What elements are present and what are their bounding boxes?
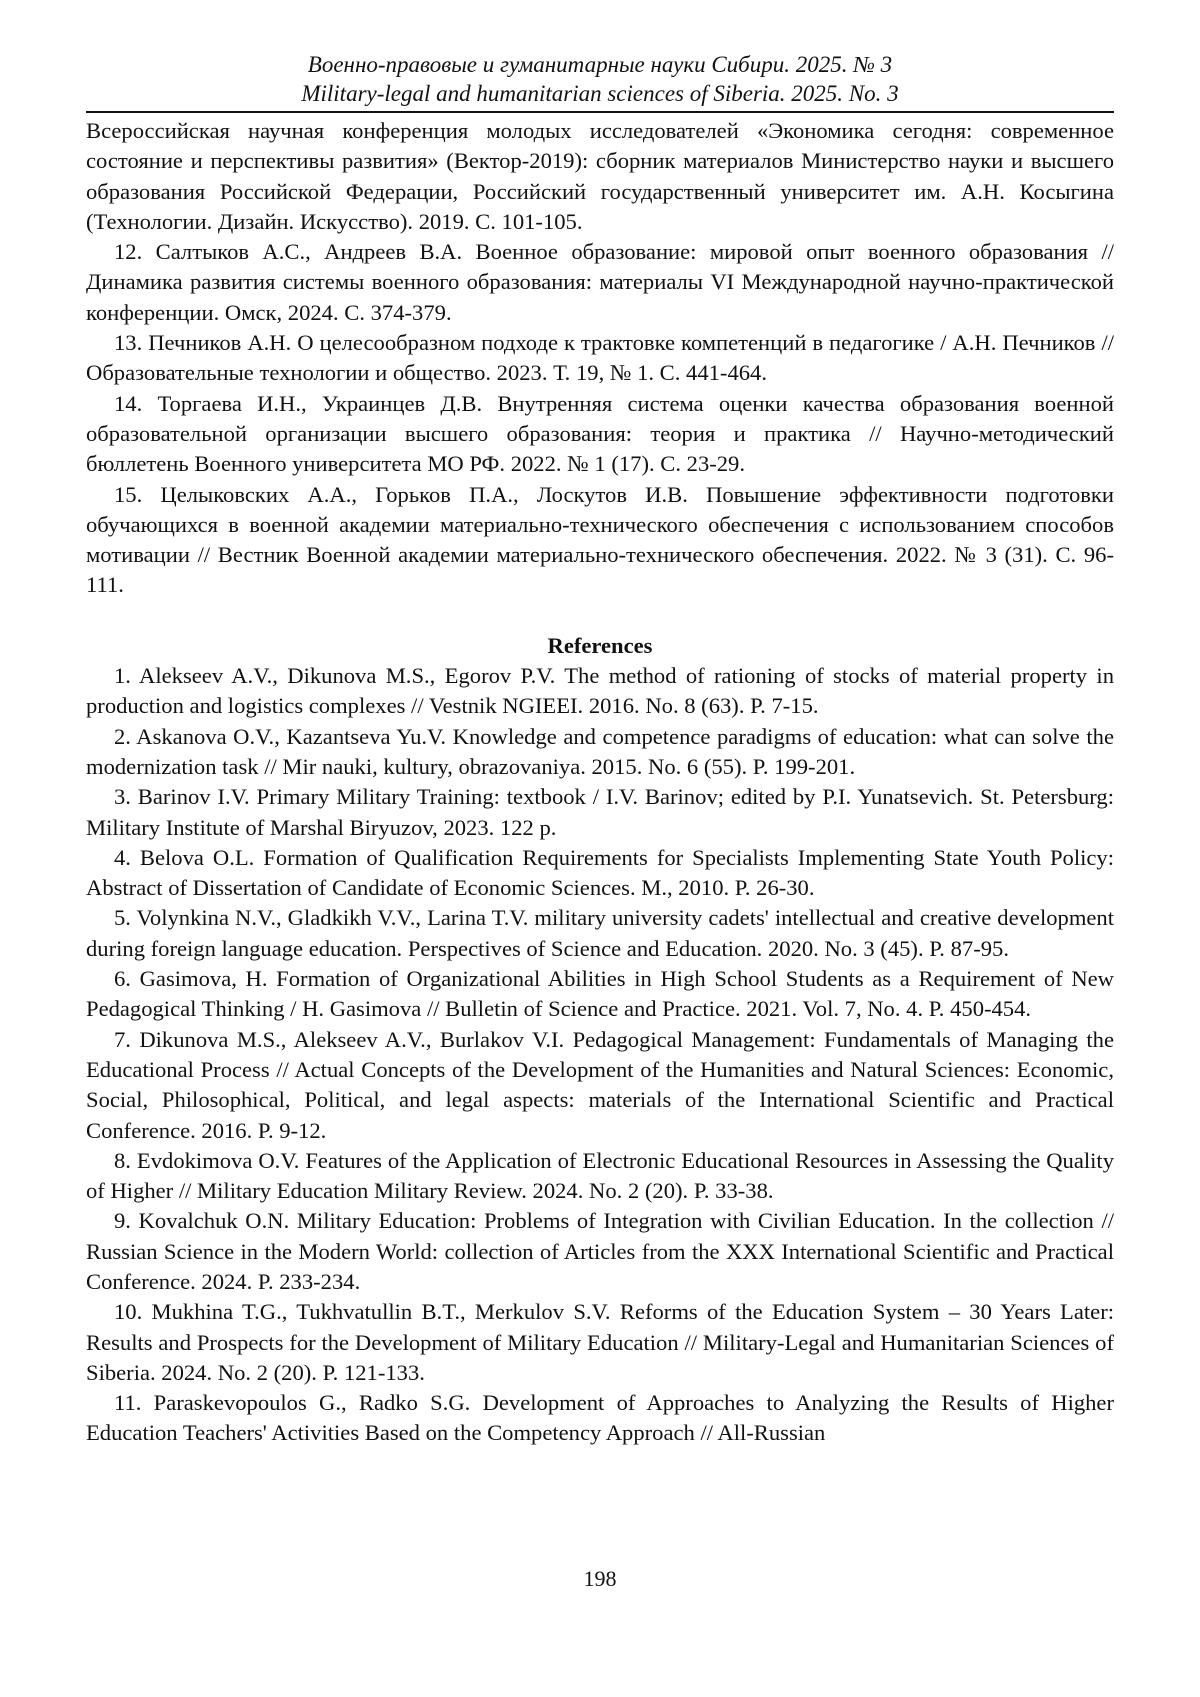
english-reference-list [86, 661, 1114, 1449]
reference-item: 3. Barinov I.V. Primary Military Training: textbook / I.V. Barinov; edited by P.I. Yunatsevich. St. Petersburg: Military Institute of Marshal Biryuzov, 2023. 122 p. [86, 784, 1114, 840]
reference-item: 13. Печников А.Н. О целесообразном подходе к трактовке компетенций в педагогике / А.Н. Печников // Образовательные технологии и общество. 2023. Т. 19, № 1. С. 441-464. [86, 330, 1114, 386]
reference-item: 12. Салтыков А.С., Андреев В.А. Военное образование: мировой опыт военного образования // Динамика развития системы военного образования: материалы VI Международной научно-практической конференции. Омск, 2024. С. 374-379. [86, 239, 1114, 325]
page-body [86, 116, 1114, 1449]
reference-item: 6. Gasimova, H. Formation of Organizational Abilities in High School Students as a Requirement of New Pedagogical Thinking / H. Gasimova // Bulletin of Science and Practice. 2021. Vol. 7, No. 4. P. 450-454. [86, 966, 1114, 1022]
continued-reference: Всероссийская научная конференция молодых исследователей «Экономика сегодня: современное состояние и перспективы развития» (Вектор-2019): сборник материалов Министерство науки и высшего образования Российской Федерации, Российский государственный университет им. А.Н. Косыгина (Технологии. Дизайн. Искусство). 2019. С. 101-105. [86, 118, 1114, 234]
reference-item: 7. Dikunova M.S., Alekseev A.V., Burlakov V.I. Pedagogical Management: Fundamentals of Managing the Educational Process // Actual Concepts of the Development of the Humanities and Natural Sciences: Economic, Social, Philosophical, Political, and legal aspects: materials of the International Scientific and Practical Conference. 2016. P. 9-12. [86, 1026, 1114, 1143]
russian-reference-list [86, 237, 1114, 601]
reference-item: 2. Askanova O.V., Kazantseva Yu.V. Knowledge and competence paradigms of education: what can solve the modernization task // Mir nauki, kultury, obrazovaniya. 2015. No. 6 (55). P. 199-201. [86, 723, 1114, 779]
reference-item: 10. Mukhina T.G., Tukhvatullin B.T., Merkulov S.V. Reforms of the Education System – 30 Years Later: Results and Prospects for the Development of Military Education // Military-Legal and Humanitarian Sciences of Siberia. 2024. No. 2 (20). P. 121-133. [86, 1299, 1114, 1385]
page-number: 198 [583, 1566, 617, 1591]
reference-item: 11. Paraskevopoulos G., Radko S.G. Development of Approaches to Analyzing the Results of Higher Education Teachers' Activities Based on the Competency Approach // All-Russian [86, 1390, 1114, 1446]
reference-item: 8. Evdokimova O.V. Features of the Application of Electronic Educational Resources in Assessing the Quality of Higher // Military Education Military Review. 2024. No. 2 (20). P. 33-38. [86, 1147, 1114, 1204]
reference-item: 1. Alekseev A.V., Dikunova M.S., Egorov P.V. The method of rationing of stocks of material property in production and logistics complexes // Vestnik NGIEEI. 2016. No. 8 (63). P. 7-15. [86, 663, 1114, 719]
reference-item: 14. Торгаева И.Н., Украинцев Д.В. Внутренняя система оценки качества образования военной образовательной организации высшего образования: теория и практика // Научно-методический бюллетень Военного университета МО РФ. 2022. № 1 (17). С. 23-29. [86, 390, 1114, 477]
reference-item: 9. Kovalchuk O.N. Military Education: Problems of Integration with Civilian Education. In the collection // Russian Science in the Modern World: collection of Articles from the XXX International Scientific and Practical Conference. 2024. P. 233-234. [86, 1208, 1114, 1294]
header-title-en: Military-legal and humanitarian sciences of Siberia. 2025. No. 3 [301, 81, 899, 106]
references-heading: References [547, 632, 653, 658]
reference-item: 15. Целыковских А.А., Горьков П.А., Лоскутов И.В. Повышение эффективности подготовки обучающихся в военной академии материально-технического обеспечения с использованием способов мотивации // Вестник Военной академии материально-технического обеспечения. 2022. № 3 (31). С. 96-111. [86, 481, 1114, 598]
reference-item: 5. Volynkina N.V., Gladkikh V.V., Larina T.V. military university cadets' intellectual and creative development during foreign language education. Perspectives of Science and Education. 2020. No. 3 (45). P. 87-95. [86, 905, 1114, 961]
header-title-ru: Военно-правовые и гуманитарные науки Сибири. 2025. № 3 [307, 52, 893, 77]
header-divider [86, 111, 1114, 113]
running-header [86, 50, 1114, 108]
reference-item: 4. Belova O.L. Formation of Qualification Requirements for Specialists Implementing State Youth Policy: Abstract of Dissertation of Candidate of Economic Sciences. M., 2010. P. 26-30. [86, 844, 1114, 901]
